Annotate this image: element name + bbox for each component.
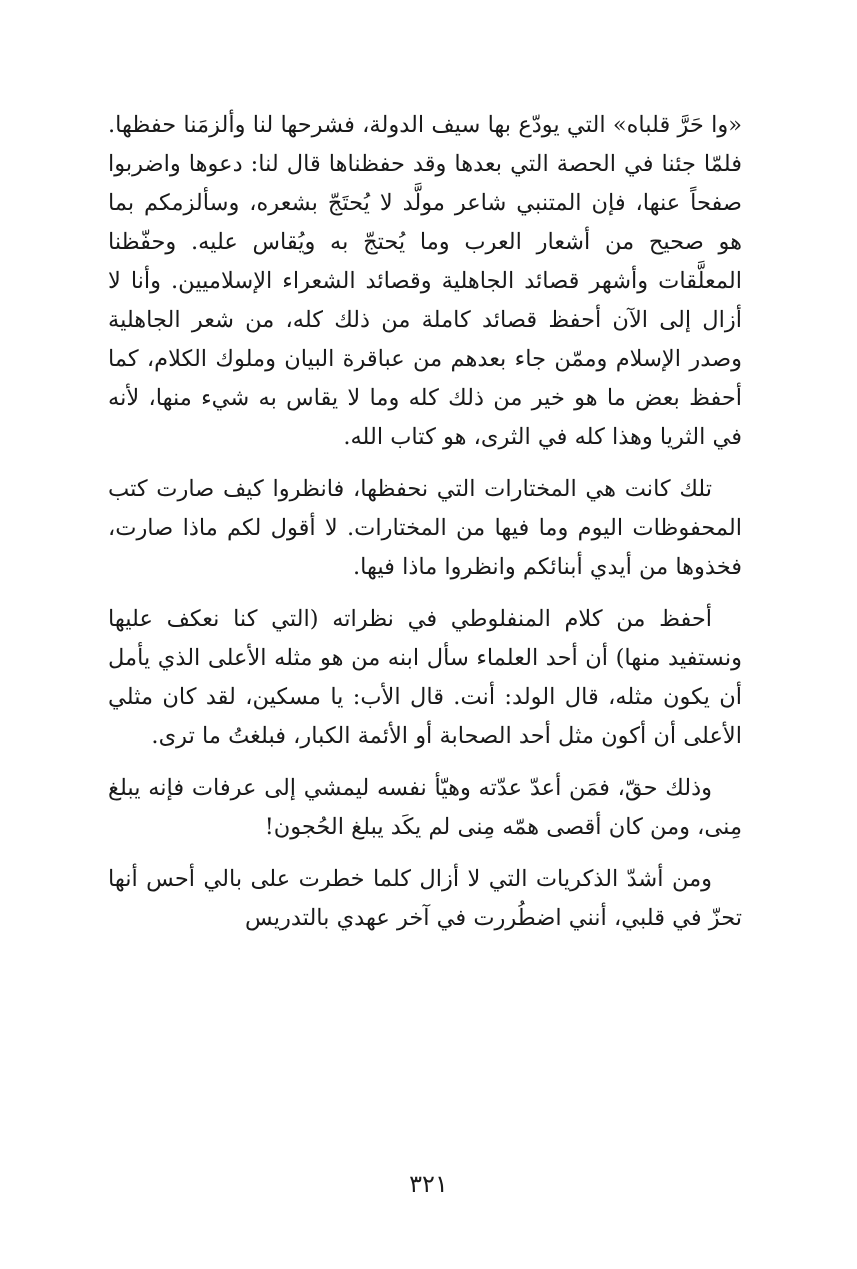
paragraph-4: وذلك حقّ، فمَن أعدّ عدّته وهيّأ نفسه ليمشي إلى عرفات فإنه يبلغ مِنى، ومن كان أقصى همّه مِنى لم يكَد يبلغ الحُجون! <box>108 775 742 840</box>
page-number: ٣٢١ <box>409 1170 448 1198</box>
paragraph-3: أحفظ من كلام المنفلوطي في نظراته (التي كنا نعكف عليها ونستفيد منها) أن أحد العلماء سأل ابنه من هو مثله الأعلى الذي يأمل أن يكون مثله، قال الولد: أنت. قال الأب: يا مسكين، لقد كان مثلي الأعلى أن أكون مثل أحد الصحابة أو الأئمة الكبار، فبلغتُ ما ترى. <box>108 606 742 749</box>
paragraph-1: «وا حَرَّ قلباه» التي يودّع بها سيف الدولة، فشرحها لنا وألزمَنا حفظها. فلمّا جئنا في الحصة التي بعدها وقد حفظناها قال لنا: دعوها واضربوا صفحاً عنها، فإن المتنبي شاعر مولَّد لا يُحتَجّ بشعره، وسألزمكم بما هو صحيح من أشعار العرب وما يُحتجّ به ويُقاس عليه. وحفّظنا المعلَّقات وأشهر قصائد الجاهلية وقصائد الشعراء الإسلاميين. وأنا لا أزال إلى الآن أحفظ قصائد كاملة من ذلك كله، من شعر الجاهلية وصدر الإسلام وممّن جاء بعدهم من عباقرة البيان وملوك الكلام، كما أحفظ بعض ما هو خير من ذلك كله وما لا يقاس به شيء منها، لأنه في الثريا وهذا كله في الثرى، هو كتاب الله. <box>108 112 742 450</box>
paragraph-2: تلك كانت هي المختارات التي نحفظها، فانظروا كيف صارت كتب المحفوظات اليوم وما فيها من المختارات. لا أقول لكم ماذا صارت، فخذوها من أيدي أبنائكم وانظروا ماذا فيها. <box>108 476 742 580</box>
page-body <box>108 106 742 951</box>
paragraph-5: ومن أشدّ الذكريات التي لا أزال كلما خطرت على بالي أحس أنها تحزّ في قلبي، أنني اضطُررت في آخر عهدي بالتدريس <box>108 866 742 931</box>
